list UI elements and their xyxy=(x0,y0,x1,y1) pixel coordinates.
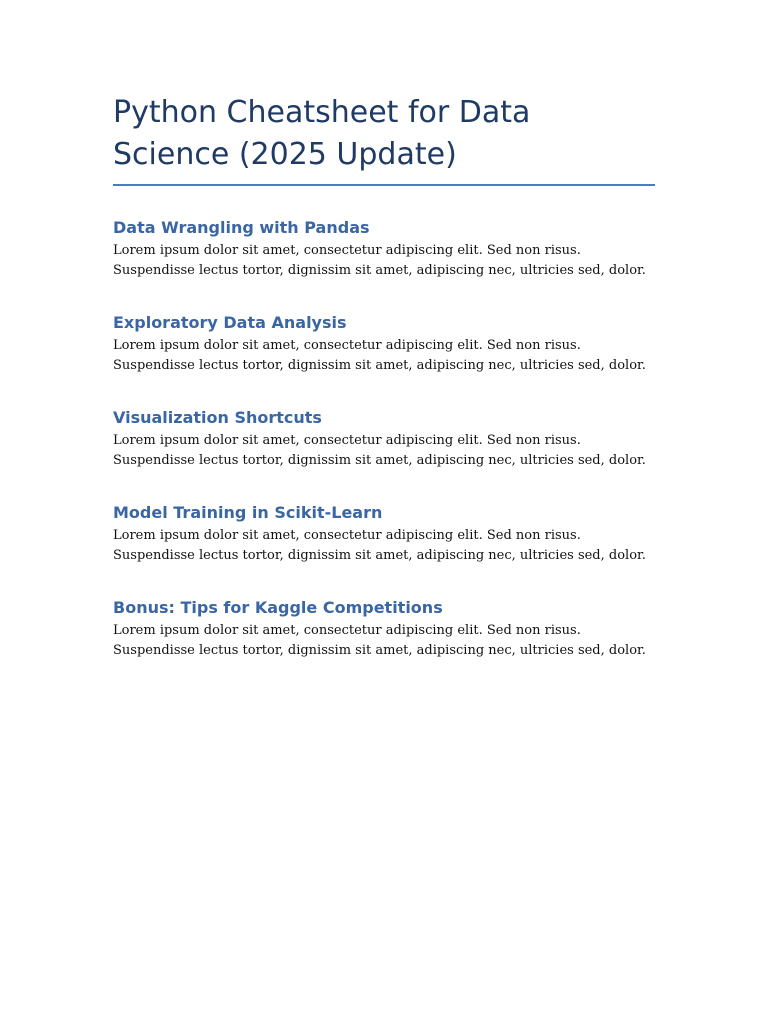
section-body: Lorem ipsum dolor sit amet, consectetur adipiscing elit. Sed non risus. Suspendisse lectus tortor, dignissim sit amet, adipiscing nec, ultricies sed, dolor. xyxy=(113,243,646,278)
section-visualization xyxy=(113,407,655,470)
section-body: Lorem ipsum dolor sit amet, consectetur adipiscing elit. Sed non risus. Suspendisse lectus tortor, dignissim sit amet, adipiscing nec, ultricies sed, dolor. xyxy=(113,433,646,468)
section-body: Lorem ipsum dolor sit amet, consectetur adipiscing elit. Sed non risus. Suspendisse lectus tortor, dignissim sit amet, adipiscing nec, ultricies sed, dolor. xyxy=(113,338,646,373)
section-heading: Bonus: Tips for Kaggle Competitions xyxy=(113,598,443,617)
section-body: Lorem ipsum dolor sit amet, consectetur adipiscing elit. Sed non risus. Suspendisse lectus tortor, dignissim sit amet, adipiscing nec, ultricies sed, dolor. xyxy=(113,528,646,563)
document-title: Python Cheatsheet for Data Science (2025 Update) xyxy=(113,92,655,186)
section-heading: Visualization Shortcuts xyxy=(113,408,322,427)
section-exploratory-analysis xyxy=(113,312,655,375)
section-heading: Data Wrangling with Pandas xyxy=(113,218,370,237)
document-page xyxy=(113,92,655,660)
section-data-wrangling xyxy=(113,217,655,280)
section-body: Lorem ipsum dolor sit amet, consectetur adipiscing elit. Sed non risus. Suspendisse lectus tortor, dignissim sit amet, adipiscing nec, ultricies sed, dolor. xyxy=(113,623,646,658)
section-heading: Model Training in Scikit-Learn xyxy=(113,503,383,522)
section-model-training xyxy=(113,502,655,565)
section-kaggle-tips xyxy=(113,597,655,660)
section-heading: Exploratory Data Analysis xyxy=(113,313,347,332)
